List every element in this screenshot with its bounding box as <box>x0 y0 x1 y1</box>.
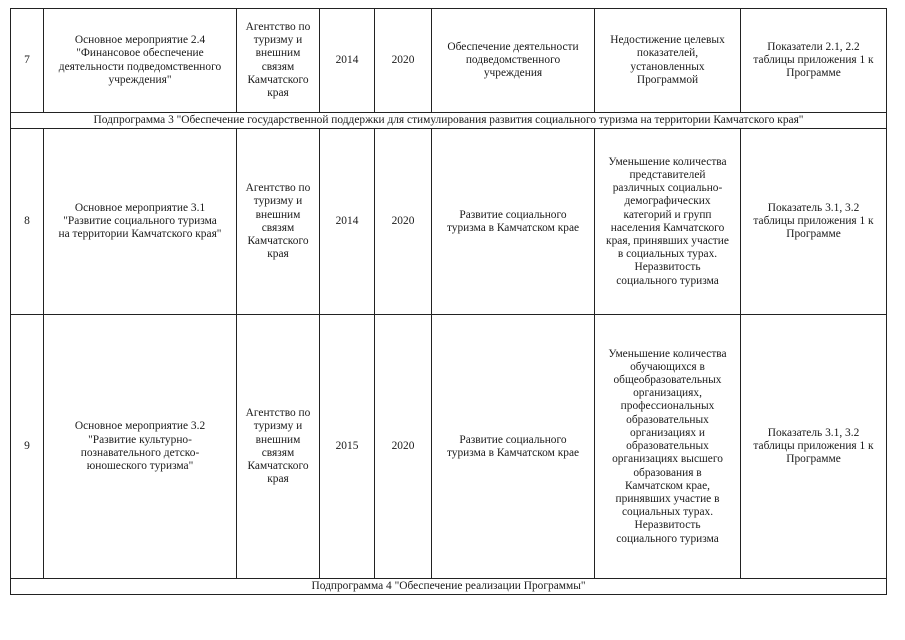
related-indicators: Показатель 3.1, 3.2 таблицы приложения 1 к Программе <box>741 315 887 579</box>
responsible-executor: Агентство по туризму и внешним связям Камчатского края <box>237 315 320 579</box>
non-implementation-consequence: Недостижение целевых показателей, установленных Программой <box>595 9 741 113</box>
related-indicators: Показатели 2.1, 2.2 таблицы приложения 1 к Программе <box>741 9 887 113</box>
row-number: 7 <box>11 9 44 113</box>
expected-result: Развитие социального туризма в Камчатском крае <box>432 315 595 579</box>
start-year: 2014 <box>320 9 375 113</box>
non-implementation-consequence: Уменьшение количества представителей различных социально- демографических категорий и групп населения Камчатского края, принявших участие в социальных турах. Неразвитость социального туризма <box>595 129 741 315</box>
expected-result: Обеспечение деятельности подведомственного учреждения <box>432 9 595 113</box>
program-measures-table <box>10 8 887 595</box>
end-year: 2020 <box>375 9 432 113</box>
start-year: 2015 <box>320 315 375 579</box>
table-row <box>11 129 887 315</box>
row-number: 9 <box>11 315 44 579</box>
measure-name: Основное мероприятие 3.1 "Развитие социального туризма на территории Камчатского края" <box>44 129 237 315</box>
subprogram-row <box>11 579 887 595</box>
table-row <box>11 315 887 579</box>
subprogram-row <box>11 113 887 129</box>
measure-name: Основное мероприятие 2.4 "Финансовое обеспечение деятельности подведомственного учреждения" <box>44 9 237 113</box>
end-year: 2020 <box>375 129 432 315</box>
row-number: 8 <box>11 129 44 315</box>
measure-name: Основное мероприятие 3.2 "Развитие культурно- познавательного детско- юношеского туризма" <box>44 315 237 579</box>
responsible-executor: Агентство по туризму и внешним связям Камчатского края <box>237 129 320 315</box>
expected-result: Развитие социального туризма в Камчатском крае <box>432 129 595 315</box>
subprogram-title: Подпрограмма 3 "Обеспечение государственной поддержки для стимулирования развития социального туризма на территории Камчатского края" <box>11 113 887 129</box>
start-year: 2014 <box>320 129 375 315</box>
related-indicators: Показатель 3.1, 3.2 таблицы приложения 1 к Программе <box>741 129 887 315</box>
subprogram-title: Подпрограмма 4 "Обеспечение реализации Программы" <box>11 579 887 595</box>
non-implementation-consequence: Уменьшение количества обучающихся в общеобразовательных организациях, профессиональных образовательных организациях и образовательных организациях высшего образования в Камчатском крае, принявших участие в социальных турах. Неразвитость социального туризма <box>595 315 741 579</box>
table-row <box>11 9 887 113</box>
end-year: 2020 <box>375 315 432 579</box>
responsible-executor: Агентство по туризму и внешним связям Камчатского края <box>237 9 320 113</box>
